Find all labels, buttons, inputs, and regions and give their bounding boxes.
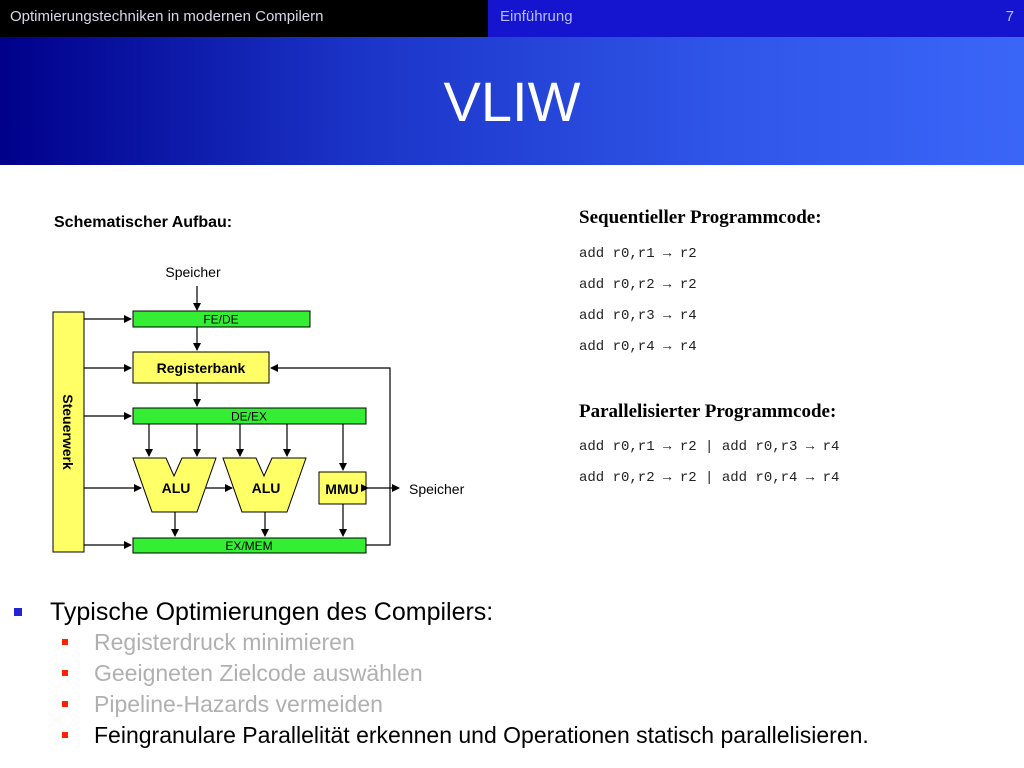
parallel-heading: Parallelisierter Programmcode: [579,401,837,422]
de-ex-label: DE/EX [230,409,268,424]
course-title: Optimierungstechniken in modernen Compilern [0,0,488,37]
registerbank-label: Registerbank [156,360,246,376]
memory-right-label: Speicher [409,481,465,497]
memory-top-label: Speicher [165,264,221,280]
sequential-line: add r0,r1 → r2 [579,246,697,262]
page-number: 7 [1005,8,1014,25]
sub-bullet-text: Registerdruck minimieren [94,629,355,655]
bullet-square-icon [62,639,68,645]
bullet-square-icon [62,732,68,738]
sub-bullet-text: Geeigneten Zielcode auswählen [94,660,423,686]
bullet-square-icon [62,701,68,707]
alu1-label: ALU [161,480,191,496]
steuerwerk-label: Steuerwerk [60,394,76,470]
parallel-line: add r0,r2 → r2 | add r0,r4 → r4 [579,470,840,486]
bullet-square-icon [62,670,68,676]
sequential-line: add r0,r3 → r4 [579,308,697,324]
parallel-line: add r0,r1 → r2 | add r0,r3 → r4 [579,439,840,455]
schematic-heading: Schematischer Aufbau: [54,214,233,231]
main-bullet-text: Typische Optimierungen des Compilers: [50,598,494,626]
sequential-line: add r0,r2 → r2 [579,277,697,293]
sub-bullet-text: Feingranulare Parallelität erkennen und Operationen statisch parallelisieren. [94,722,869,748]
sequential-line: add r0,r4 → r4 [579,339,697,355]
alu2-label: ALU [251,480,281,496]
sub-bullet-text: Pipeline-Hazards vermeiden [94,691,383,717]
ex-mem-label: EX/MEM [225,539,273,553]
slide-title: VLIW [443,70,581,133]
fe-de-label: FE/DE [203,312,239,327]
section-title: Einführung [500,8,573,25]
writeback-line [271,368,390,545]
sequential-heading: Sequentieller Programmcode: [579,207,822,228]
bullet-square-icon [14,608,22,616]
mmu-label: MMU [325,481,359,497]
